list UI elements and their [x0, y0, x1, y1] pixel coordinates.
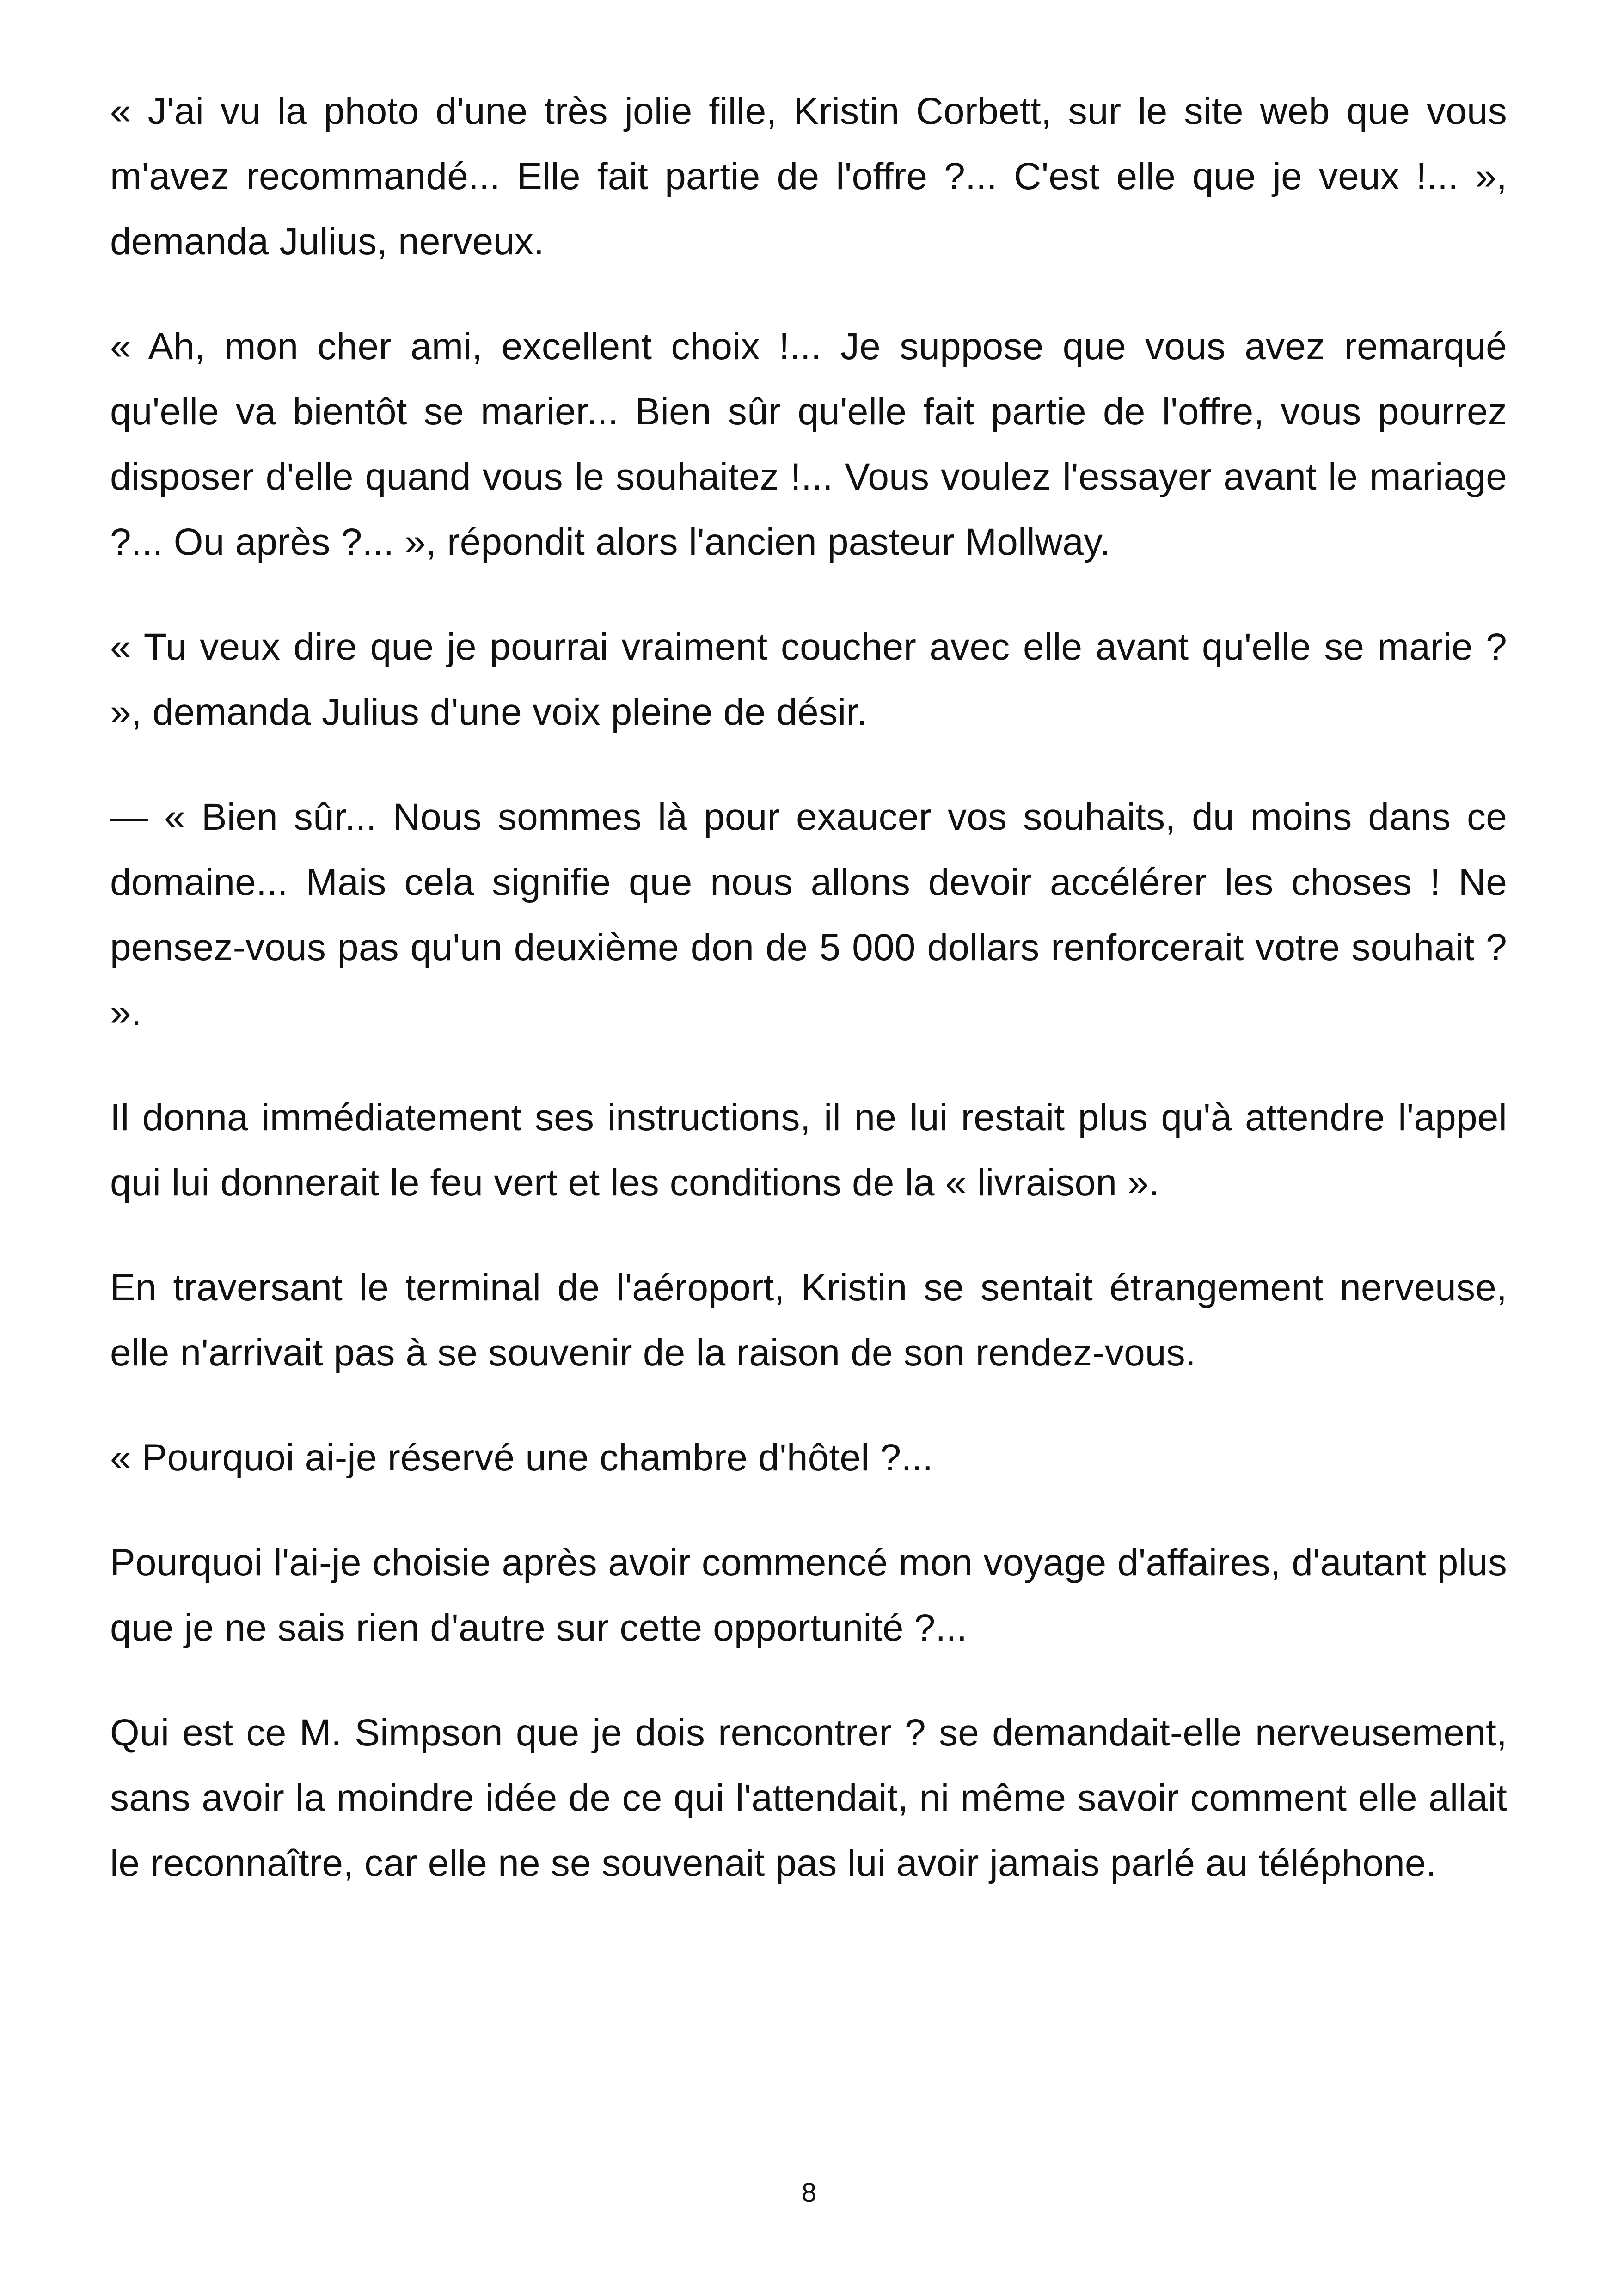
paragraph: « J'ai vu la photo d'une très jolie fille, Kristin Corbett, sur le site web que vous m'avez recommandé... Elle fait partie de l'offre ?... C'est elle que je veux !... », demanda Julius, nerveux. — [110, 90, 1507, 263]
paragraph: Pourquoi l'ai-je choisie après avoir commencé mon voyage d'affaires, d'autant plus que je ne sais rien d'autre sur cette opportunité ?... — [110, 1542, 1507, 1649]
page-number: 8 — [801, 2178, 817, 2208]
paragraph: Qui est ce M. Simpson que je dois rencontrer ? se demandait-elle nerveusement, sans avoir la moindre idée de ce qui l'attendait, ni même savoir comment elle allait le reconnaître, car elle ne se souvenait pas lui avoir jamais parlé au téléphone. — [110, 1712, 1507, 1884]
paragraph: — « Bien sûr... Nous sommes là pour exaucer vos souhaits, du moins dans ce domaine... Mais cela signifie que nous allons devoir accélérer les choses ! Ne pensez-vous pas qu'un deuxième don de 5 000 dollars renforcerait votre souhait ? ». — [110, 796, 1507, 1034]
paragraph: Il donna immédiatement ses instructions, il ne lui restait plus qu'à attendre l'appel qui lui donnerait le feu vert et les conditions de la « livraison ». — [110, 1096, 1507, 1204]
paragraph: En traversant le terminal de l'aéroport, Kristin se sentait étrangement nerveuse, elle n'arrivait pas à se souvenir de la raison de son rendez-vous. — [110, 1267, 1507, 1374]
paragraph: « Ah, mon cher ami, excellent choix !... Je suppose que vous avez remarqué qu'elle va bientôt se marier... Bien sûr qu'elle fait partie de l'offre, vous pourrez disposer d'elle quand vous le souhaitez !... Vous voulez l'essayer avant le mariage ?... Ou après ?... », répondit alors l'ancien pasteur Mollway. — [110, 325, 1507, 563]
body-text — [110, 79, 1507, 1935]
paragraph: « Tu veux dire que je pourrai vraiment coucher avec elle avant qu'elle se marie ? », demanda Julius d'une voix pleine de désir. — [110, 626, 1507, 733]
paragraph: « Pourquoi ai-je réservé une chambre d'hôtel ?... — [110, 1437, 933, 1479]
